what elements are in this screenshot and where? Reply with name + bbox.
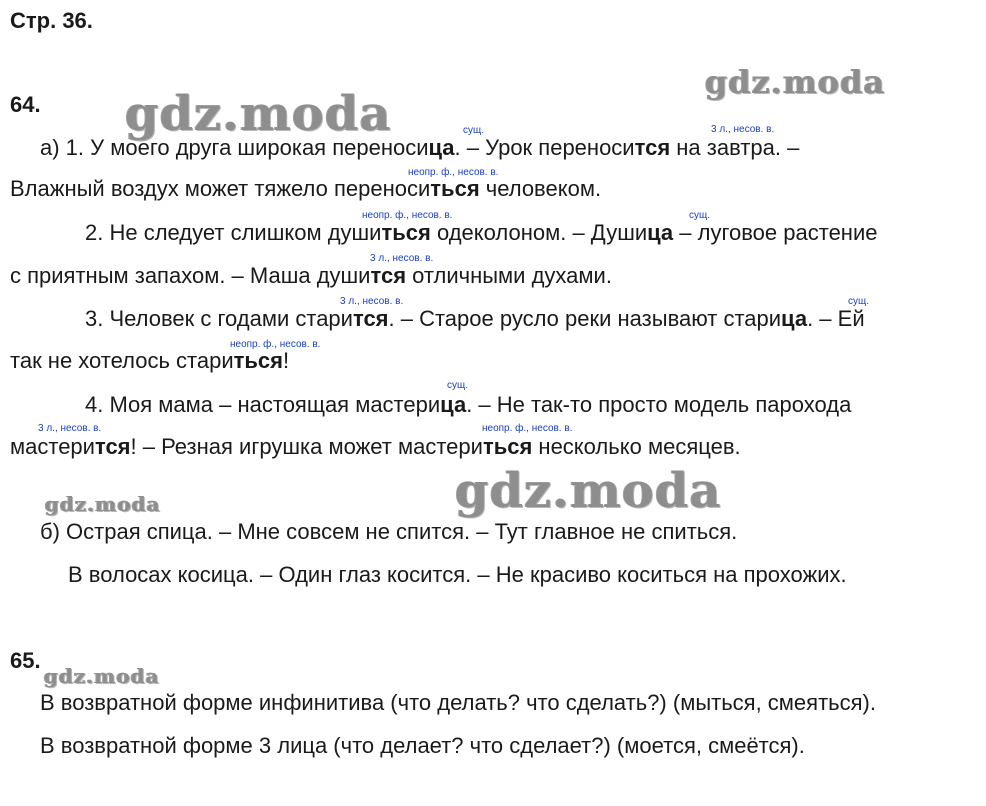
watermark-logo: gdz.moda (45, 492, 161, 516)
text-line: Влажный воздух может тяжело переноситься человеком. (10, 176, 602, 201)
text-line: 4. Моя мама – настоящая мастерица. – Не так-то просто модель парохода (85, 392, 852, 417)
grammar-annotation: 3 л., несов. в. (370, 253, 434, 264)
exercise-number: 64. (10, 92, 41, 117)
grammar-annotation: 3 л., несов. в. (340, 296, 404, 307)
text-line: мастерится! – Резная игрушка может мастериться несколько месяцев. (10, 434, 741, 459)
grammar-annotation: сущ. (447, 380, 469, 391)
text-line: В возвратной форме 3 лица (что делает? что сделает?) (моется, смеётся). (40, 733, 805, 758)
grammar-annotation: неопр. ф., несов. в. (482, 423, 573, 434)
grammar-annotation: неопр. ф., несов. в. (408, 167, 499, 178)
watermark-logo: gdz.moda (455, 463, 722, 519)
text-line: с приятным запахом. – Маша душится отличными духами. (10, 263, 612, 288)
text-line: 3. Человек с годами старится. – Старое русло реки называют старица. – Ей (85, 306, 865, 331)
text-line: В возвратной форме инфинитива (что делать? что сделать?) (мыться, смеяться). (40, 690, 876, 715)
grammar-annotation: неопр. ф., несов. в. (230, 339, 321, 350)
grammar-annotation: сущ. (689, 210, 711, 221)
grammar-annotation: 3 л., несов. в. (711, 124, 775, 135)
page-number: Стр. 36. (10, 8, 93, 33)
watermark-logo: gdz.moda (125, 86, 392, 142)
watermark-logo: gdz.moda (705, 63, 886, 101)
grammar-annotation: 3 л., несов. в. (38, 423, 102, 434)
text-line: а) 1. У моего друга широкая переносица. – Урок переносится на завтра. – (40, 135, 800, 160)
text-line: так не хотелось стариться! (10, 348, 290, 373)
exercise-number: 65. (10, 648, 41, 673)
watermark-logo: gdz.moda (44, 664, 160, 688)
grammar-annotation: сущ. (463, 125, 485, 136)
grammar-annotation: сущ. (848, 296, 870, 307)
grammar-annotation: неопр. ф., несов. в. (362, 210, 453, 221)
text-line: 2. Не следует слишком душиться одеколоном. – Душица – луговое растение (85, 220, 878, 245)
text-line: б) Острая спица. – Мне совсем не спится. – Тут главное не спиться. (40, 519, 738, 544)
text-line: В волосах косица. – Один глаз косится. – Не красиво коситься на прохожих. (68, 562, 847, 587)
